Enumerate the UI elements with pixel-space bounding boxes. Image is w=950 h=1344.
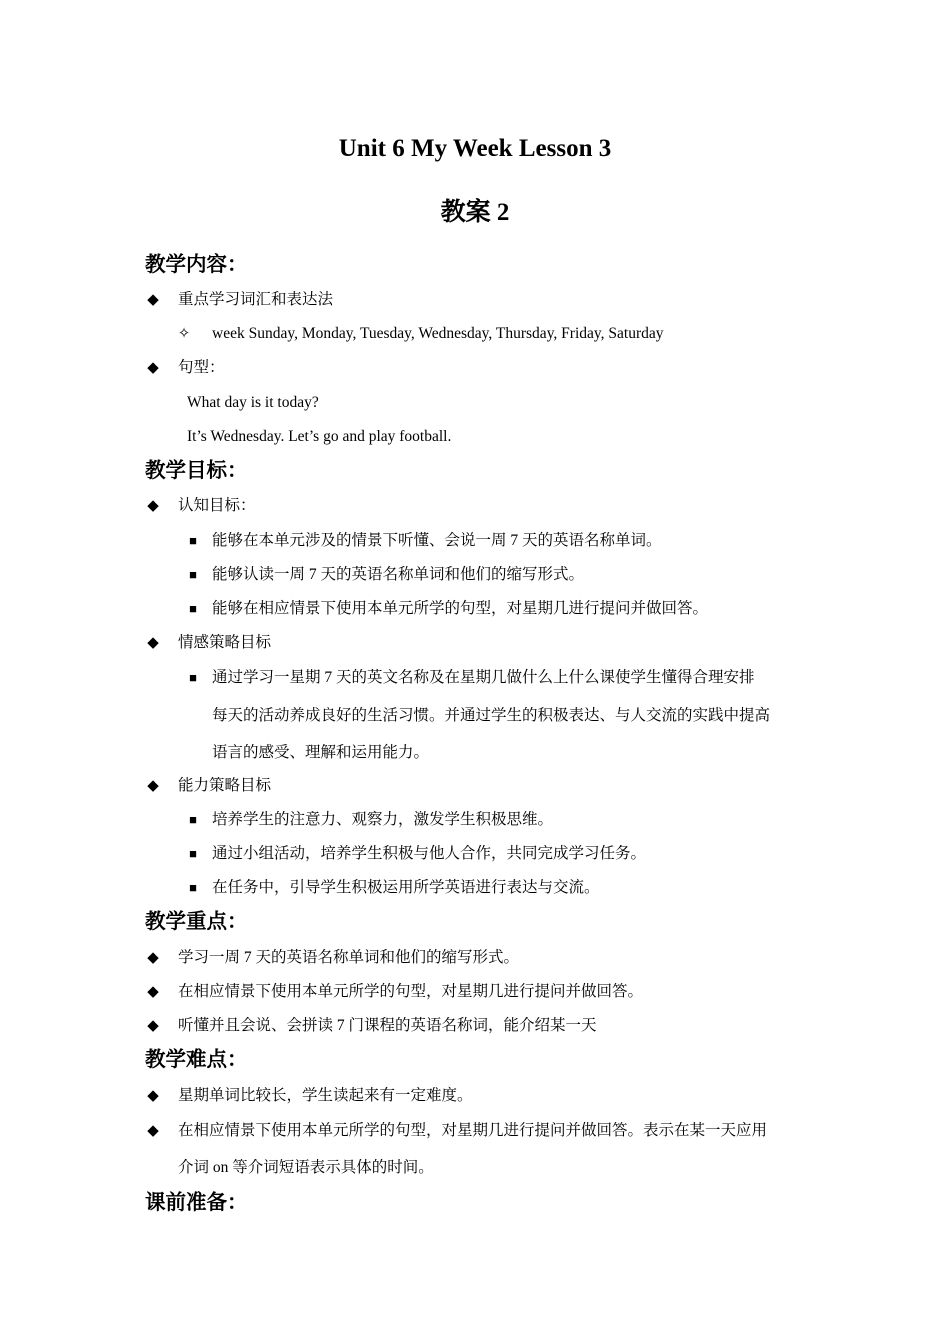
sentence-line: It’s Wednesday. Let’s go and play football. [187, 428, 452, 445]
ability-item: 培养学生的注意力、观察力，激发学生积极思维。 [212, 811, 554, 828]
square-bullet-icon: ■ [189, 601, 197, 616]
document-title: Unit 6 My Week Lesson 3 [338, 135, 612, 162]
sentence-line: What day is it today? [187, 394, 319, 411]
vocab-words: week Sunday, Monday, Tuesday, Wednesday, Thursday, Friday, Saturday [212, 325, 664, 342]
diamond-bullet-icon: ◆ [147, 360, 159, 376]
ability-label: 能力策略目标 [178, 777, 272, 794]
cognitive-item: 能够在相应情景下使用本单元所学的句型，对星期几进行提问并做回答。 [212, 600, 709, 617]
diamond-bullet-icon: ◆ [147, 498, 159, 514]
square-bullet-icon: ■ [189, 880, 197, 895]
key-point-item: 学习一周 7 天的英语名称单词和他们的缩写形式。 [178, 949, 520, 966]
square-bullet-icon: ■ [189, 533, 197, 548]
cognitive-item: 能够在本单元涉及的情景下听懂、会说一周 7 天的英语名称单词。 [212, 532, 662, 549]
diamond-bullet-icon: ◆ [147, 984, 159, 1000]
section-heading-key-points: 教学重点： [145, 911, 248, 933]
diamond-bullet-icon: ◆ [147, 1123, 159, 1139]
affective-item-line: 语言的感受、理解和运用能力。 [212, 744, 430, 761]
diamond-bullet-icon: ◆ [147, 778, 159, 794]
section-heading-content: 教学内容： [145, 254, 248, 276]
star-bullet-icon: ✧ [177, 326, 191, 342]
diamond-bullet-icon: ◆ [147, 950, 159, 966]
diamond-bullet-icon: ◆ [147, 292, 159, 308]
vocab-label: 重点学习词汇和表达法 [178, 291, 334, 308]
affective-item-line: 每天的活动养成良好的生活习惯。并通过学生的积极表达、与人交流的实践中提高 [212, 707, 771, 724]
diamond-bullet-icon: ◆ [147, 635, 159, 651]
difficulty-item-line: 介词 on 等介词短语表示具体的时间。 [178, 1159, 434, 1176]
cognitive-item: 能够认读一周 7 天的英语名称单词和他们的缩写形式。 [212, 566, 585, 583]
key-point-item: 在相应情景下使用本单元所学的句型，对星期几进行提问并做回答。 [178, 983, 644, 1000]
affective-item-line: 通过学习一星期 7 天的英文名称及在星期几做什么上什么课使学生懂得合理安排 [212, 669, 755, 686]
difficulty-item: 星期单词比较长，学生读起来有一定难度。 [178, 1087, 473, 1104]
diamond-bullet-icon: ◆ [147, 1018, 159, 1034]
section-heading-preparation: 课前准备： [145, 1192, 248, 1214]
difficulty-item-line: 在相应情景下使用本单元所学的句型，对星期几进行提问并做回答。表示在某一天应用 [178, 1122, 768, 1139]
document-subtitle: 教案 2 [440, 199, 510, 226]
square-bullet-icon: ■ [189, 846, 197, 861]
cognitive-label: 认知目标： [178, 497, 256, 514]
section-heading-objectives: 教学目标： [145, 460, 248, 482]
ability-item: 通过小组活动，培养学生积极与他人合作，共同完成学习任务。 [212, 845, 647, 862]
square-bullet-icon: ■ [189, 567, 197, 582]
square-bullet-icon: ■ [189, 812, 197, 827]
key-point-item: 听懂并且会说、会拼读 7 门课程的英语名称词，能介绍某一天 [178, 1017, 597, 1034]
section-heading-difficulties: 教学难点： [145, 1049, 248, 1071]
square-bullet-icon: ■ [189, 670, 197, 685]
ability-item: 在任务中，引导学生积极运用所学英语进行表达与交流。 [212, 879, 600, 896]
sentence-label: 句型： [178, 359, 225, 376]
affective-label: 情感策略目标 [178, 634, 272, 651]
diamond-bullet-icon: ◆ [147, 1088, 159, 1104]
